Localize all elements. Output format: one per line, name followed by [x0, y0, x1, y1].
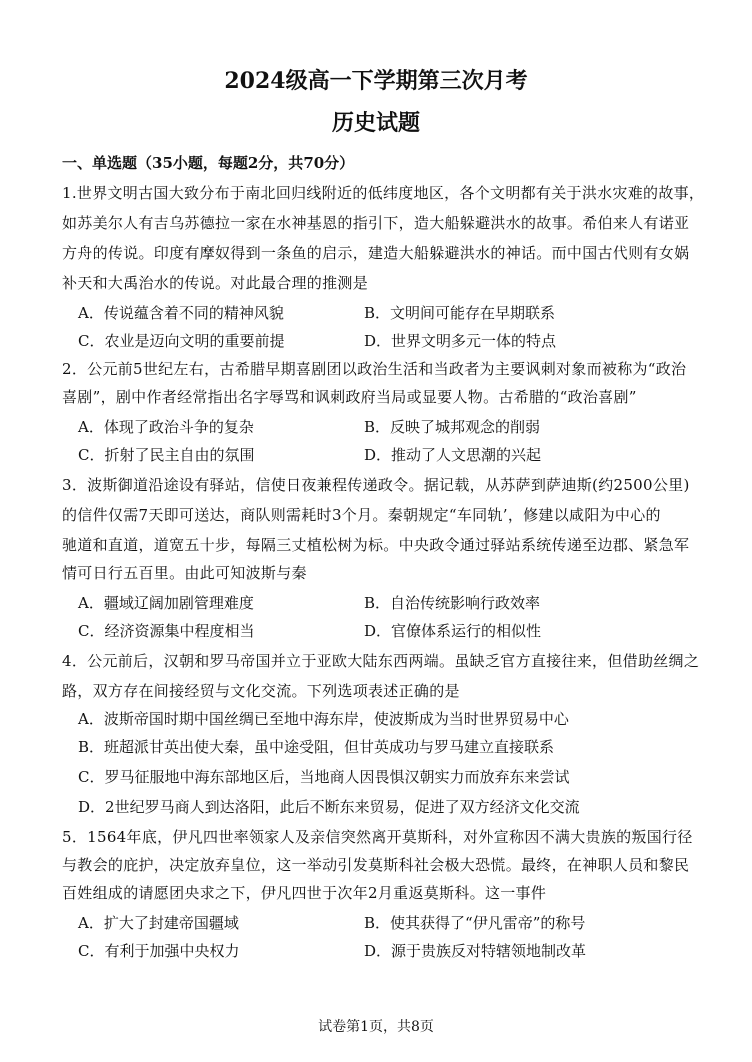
question-3-line: 的信件仅需7天即可送达，商队则需耗时3个月。秦朝规定“车同轨’，修建以咸阳为中心的 [62, 506, 661, 524]
page-footer: 试卷第1页，共8页 [318, 1019, 434, 1035]
question-4-option-a: A．波斯帝国时期中国丝绸已至地中海东岸，使波斯成为当时世界贸易中心 [78, 710, 569, 728]
question-4-option-d: D．2世纪罗马商人到达洛阳，此后不断东来贸易，促进了双方经济文化交流 [78, 798, 580, 816]
question-1-option-b: B．文明间可能存在早期联系 [364, 304, 556, 322]
question-5-option-a: A．扩大了封建帝国疆域 [78, 914, 239, 932]
question-2-option-c: C．折射了民主自由的氛围 [78, 446, 255, 464]
question-5-option-d: D．源于贵族反对特辖领地制改革 [364, 942, 587, 960]
question-4-line: 4．公元前后，汉朝和罗马帝国并立于亚欧大陆东西两端。虽缺乏官方直接往来，但借助丝绸之 [62, 652, 700, 670]
question-2-option-a: A．体现了政治斗争的复杂 [78, 418, 254, 436]
question-5-line: 5．1564年底，伊凡四世率领家人及亲信突然离开莫斯科，对外宣称因不满大贵族的叛国行径 [62, 828, 693, 846]
exam-title: 2024级高一下学期第三次月考 [224, 68, 528, 94]
question-2-line: 喜剧”，剧中作者经常指出名字辱骂和讽刺政府当局或显要人物。古希腊的“政治喜剧” [62, 388, 637, 406]
question-3-option-c: C．经济资源集中程度相当 [78, 622, 255, 640]
question-5-option-b: B．使其获得了“伊凡雷帝”的称号 [364, 914, 586, 932]
question-1-line: 1.世界文明古国大致分布于南北回归线附近的低纬度地区，各个文明都有关于洪水灾难的故事， [62, 184, 705, 202]
question-3-line: 驰道和直道，道宽五十步，每隔三丈植松树为标。中央政令通过驿站系统传递至边郡、紧急军 [62, 536, 690, 554]
question-1-option-d: D．世界文明多元一体的特点 [364, 332, 557, 350]
question-3-option-b: B．自治传统影响行政效率 [364, 594, 541, 612]
question-5-line: 与教会的庇护，决定放弃皇位，这一举动引发莫斯科社会极大恐慌。最终，在神职人员和黎民 [62, 856, 690, 874]
question-1-option-c: C．农业是迈向文明的重要前提 [78, 332, 285, 350]
question-5-option-c: C．有利于加强中央权力 [78, 942, 240, 960]
question-2-option-b: B．反映了城邦观念的削弱 [364, 418, 541, 436]
question-1-line: 如苏美尔人有吉乌苏德拉一家在水神基恩的指引下，造大船躲避洪水的故事。希伯来人有诺亚 [62, 214, 690, 232]
exam-subtitle: 历史试题 [331, 110, 420, 136]
section-heading: 一、单选题（35小题，每题2分，共70分） [62, 154, 355, 172]
question-3-option-d: D．官僚体系运行的相似性 [364, 622, 542, 640]
question-4-option-c: C．罗马征服地中海东部地区后，当地商人因畏惧汉朝实力而放弃东来尝试 [78, 768, 570, 786]
question-1-line: 补天和大禹治水的传说。对此最合理的推测是 [62, 274, 369, 292]
question-1-option-a: A．传说蕴含着不同的精神风貌 [78, 304, 284, 322]
question-4-option-b: B．班超派甘英出使大秦，虽中途受阻，但甘英成功与罗马建立直接联系 [78, 738, 555, 756]
question-3-line: 3．波斯御道沿途设有驿站，信使日夜兼程传递政令。据记载，从苏萨到萨迪斯(约2500公里) [62, 476, 690, 494]
question-1-line: 方舟的传说。印度有摩奴得到一条鱼的启示，建造大船躲避洪水的神话。而中国古代则有女娲 [62, 244, 690, 262]
question-2-option-d: D．推动了人文思潮的兴起 [364, 446, 542, 464]
question-5-line: 百姓组成的请愿团央求之下，伊凡四世于次年2月重返莫斯科。这一事件 [62, 884, 547, 902]
question-3-line: 情可日行五百里。由此可知波斯与秦 [62, 564, 307, 582]
question-2-line: 2．公元前5世纪左右，古希腊早期喜剧团以政治生活和当政者为主要讽刺对象而被称为“政治 [62, 360, 687, 378]
question-3-option-a: A．疆域辽阔加剧管理难度 [78, 594, 254, 612]
question-4-line: 路，双方存在间接经贸与文化交流。下列选项表述正确的是 [62, 682, 460, 700]
